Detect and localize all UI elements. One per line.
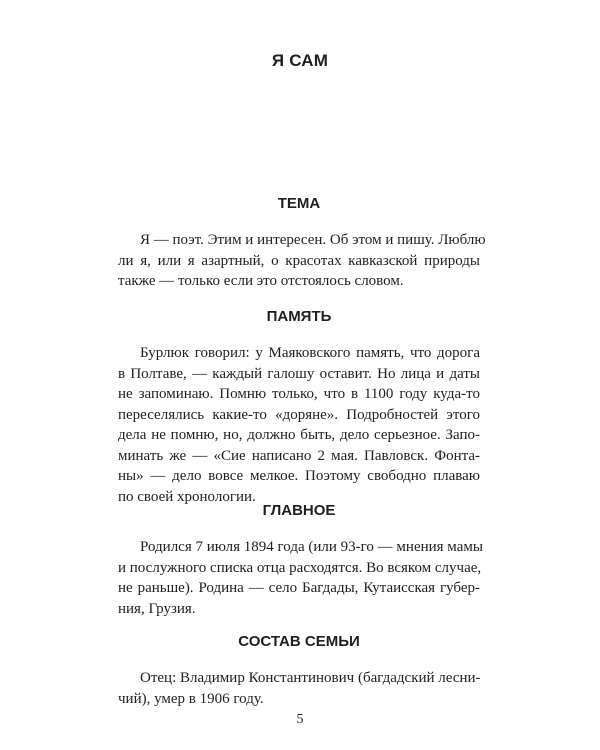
text-line: минать же — «Сие написано 2 мая. Павловск. Фонта- <box>118 447 480 464</box>
text-line: также — только если это отстоялось словом. <box>118 273 404 289</box>
section-heading: ПАМЯТЬ <box>266 308 332 325</box>
text-line: Отец: Владимир Константинович (багдадский лесни- <box>140 670 481 686</box>
section-sostav-semi <box>118 633 480 709</box>
section-pamyat <box>118 308 480 507</box>
section-paragraph <box>118 343 480 507</box>
section-tema <box>118 195 486 292</box>
section-paragraph <box>118 668 480 709</box>
section-heading: ГЛАВНОЕ <box>262 502 336 519</box>
section-glavnoe <box>118 502 483 619</box>
text-line: не раньше). Родина — село Багдады, Кутаисская губер- <box>118 580 480 596</box>
section-heading: СОСТАВ СЕМЬИ <box>238 633 360 650</box>
section-heading: ТЕМА <box>277 195 321 212</box>
text-line: ния, Грузия. <box>118 600 196 617</box>
text-line: Родился 7 июля 1894 года (или 93-го — мнения мамы <box>140 539 483 555</box>
text-line: в Полтаве, — каждый галошу оставит. Но лица и даты <box>118 365 480 382</box>
text-line: Бурлюк говорил: у Маяковского память, что дорога <box>140 345 480 361</box>
text-line: переселялись какие-то «доряне». Подробностей этого <box>118 406 480 423</box>
text-line: по своей хронологии. <box>118 488 256 505</box>
text-line: дела не помню, но, должно быть, дело серьезное. Запо- <box>118 427 480 443</box>
text-line: Я — поэт. Этим и интересен. Об этом и пишу. Люблю <box>140 232 486 248</box>
text-line: и послужного списка отца расходятся. Во всяком случае, <box>118 559 482 576</box>
section-paragraph <box>118 230 486 292</box>
text-line: чий), умер в 1906 году. <box>118 690 264 707</box>
page-title: Я САМ <box>271 51 329 70</box>
page-number: 5 <box>296 712 304 727</box>
text-line: не запоминаю. Помню только, что в 1100 году куда-то <box>118 386 480 402</box>
section-paragraph <box>118 537 483 619</box>
text-line: ли я, или я азартный, о красотах кавказской природы <box>118 252 480 269</box>
text-line: ны» — дело вовсе мелкое. Поэтому свободно плаваю <box>118 468 480 484</box>
